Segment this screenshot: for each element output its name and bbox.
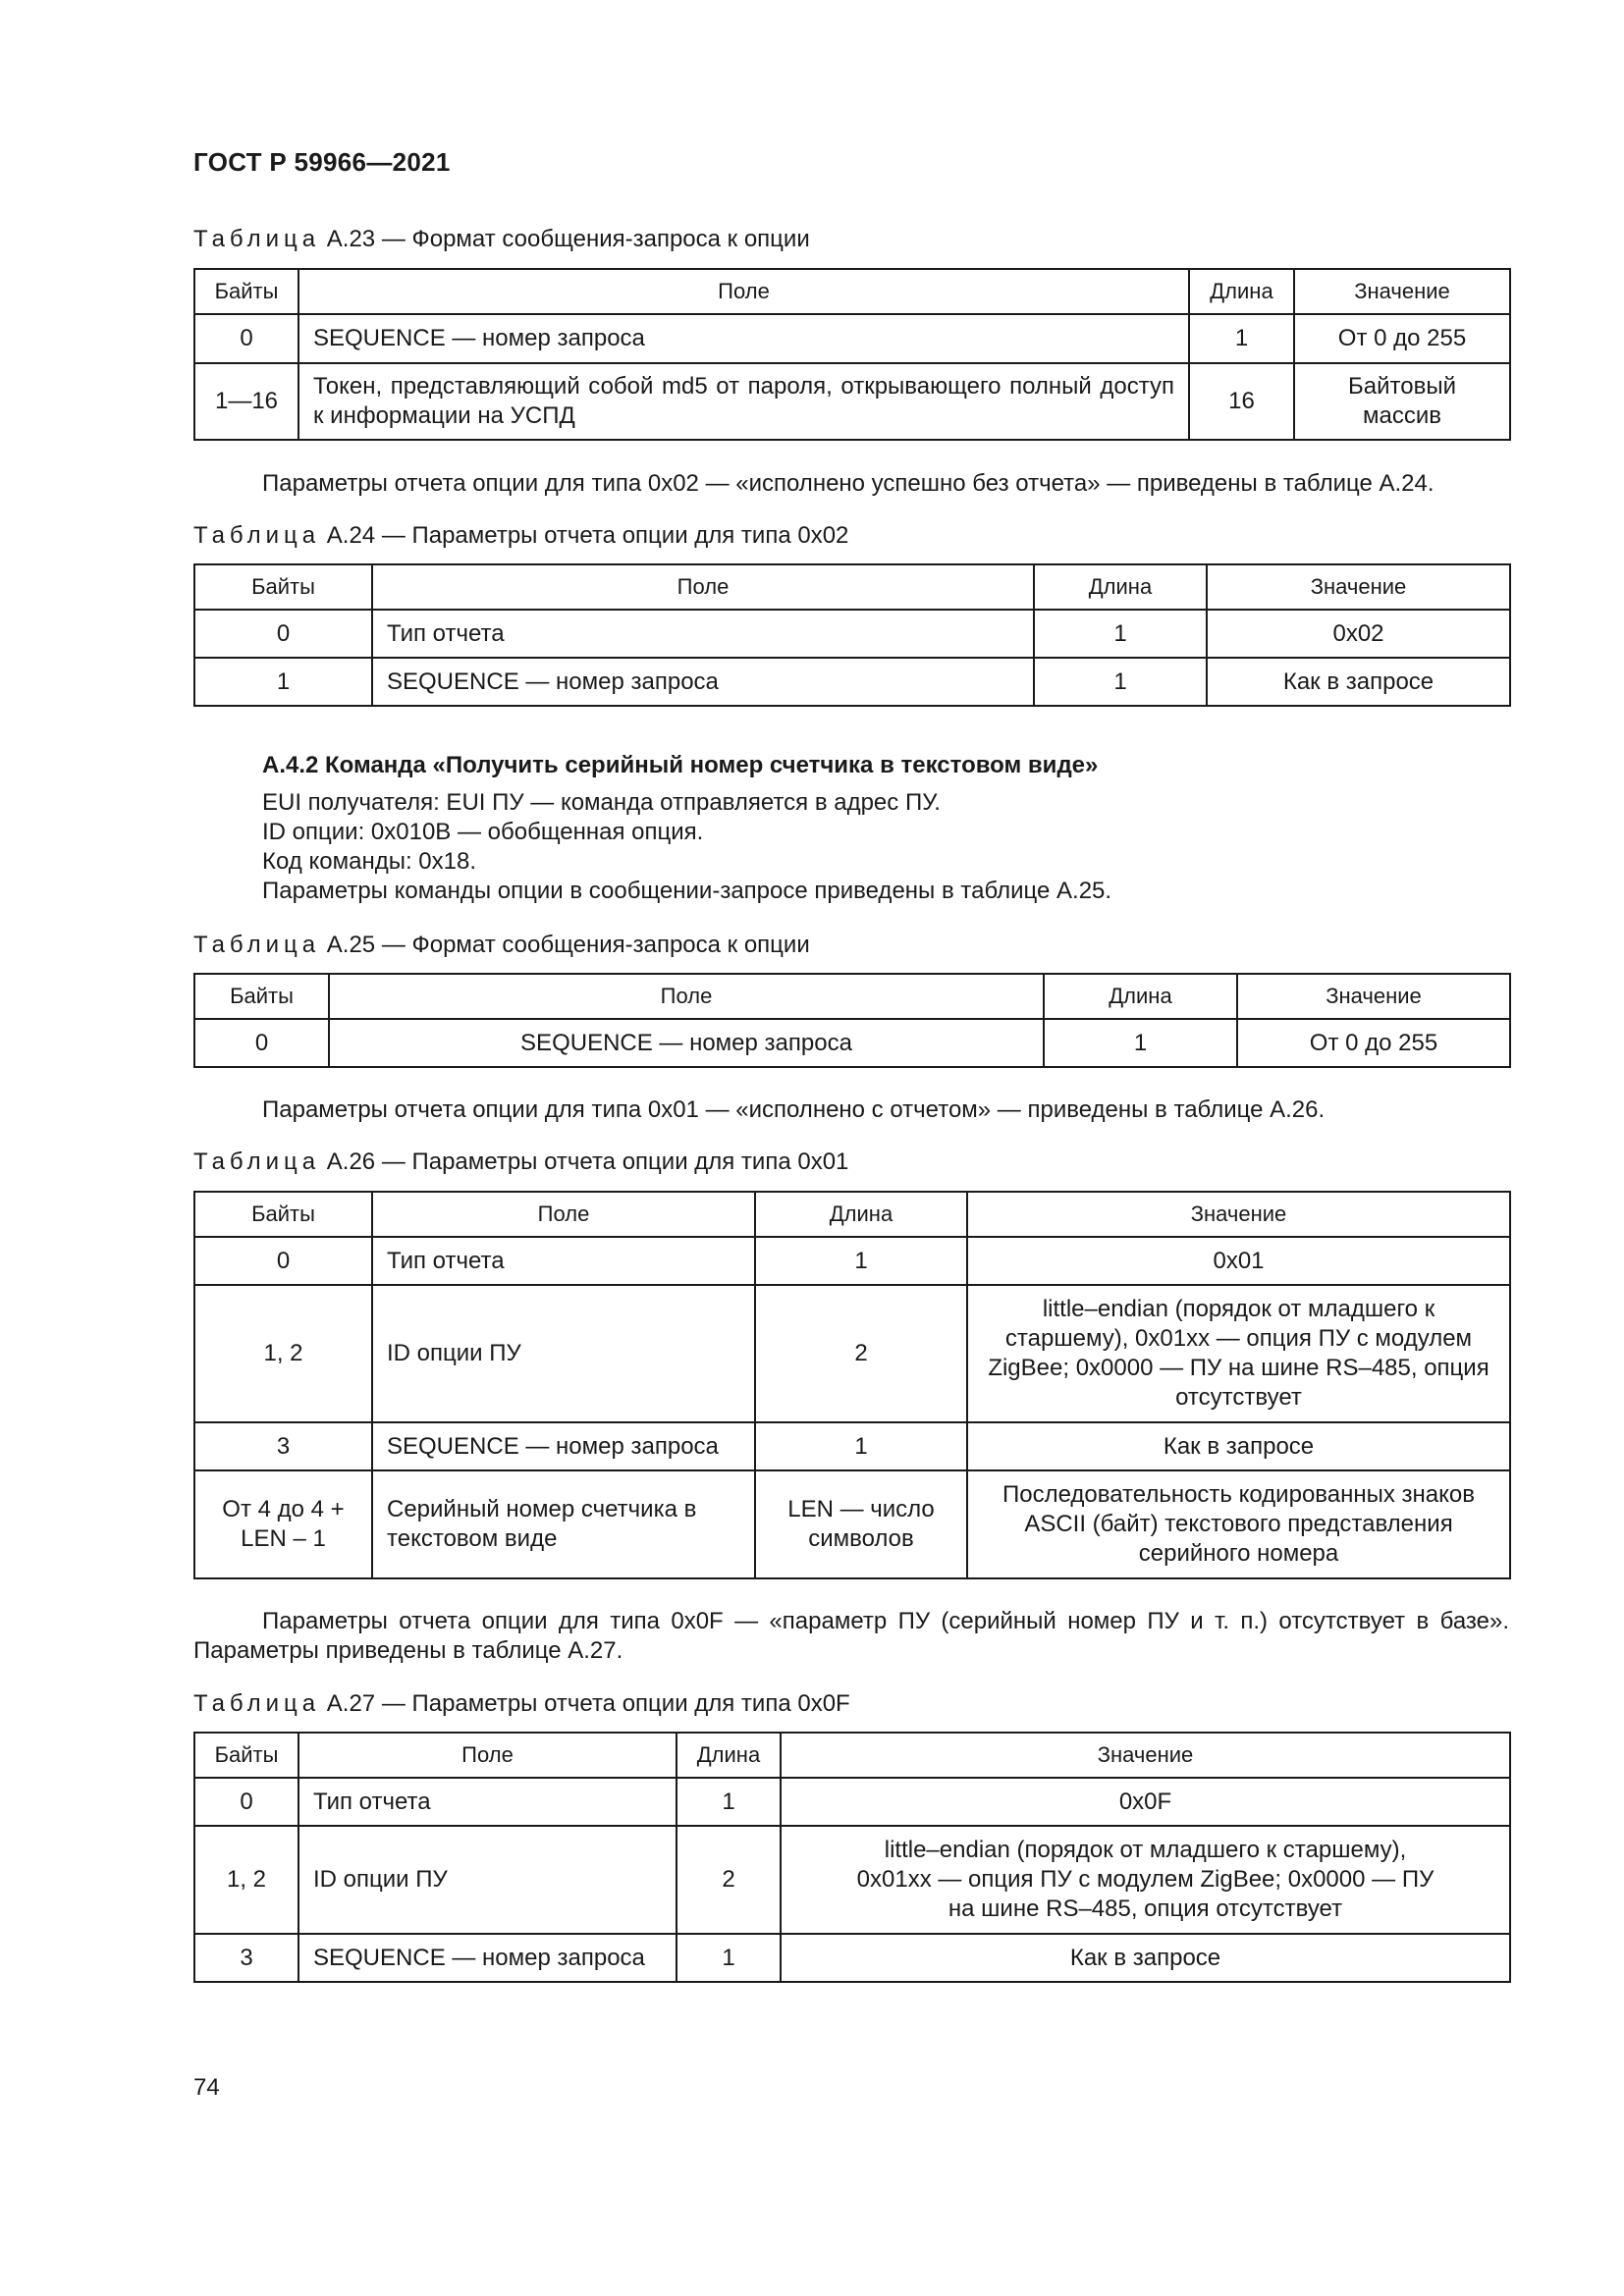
header-cell: Значение	[1207, 564, 1510, 610]
table-cell: 1, 2	[194, 1826, 298, 1934]
header-cell: Байты	[194, 1192, 372, 1237]
paragraph: Параметры отчета опции для типа 0x02 — «исполнено успешно без отчета» — приведены в таблице А.24.	[262, 470, 1435, 497]
header-cell: Поле	[329, 974, 1044, 1019]
table-cell: 0	[194, 610, 372, 658]
header-cell: Байты	[194, 564, 372, 610]
table-row	[194, 363, 1510, 440]
table-cell: 1	[1034, 658, 1207, 706]
table-header-row	[194, 269, 1510, 314]
table-cell: 1, 2	[194, 1285, 372, 1422]
header-cell: Длина	[755, 1192, 967, 1237]
table-a25-caption	[193, 932, 810, 959]
header-cell: Поле	[372, 564, 1034, 610]
table-cell: От 0 до 255	[1237, 1019, 1510, 1067]
table-cell: SEQUENCE — номер запроса	[372, 658, 1034, 706]
header-cell: Поле	[372, 1192, 755, 1237]
table-a23	[193, 268, 1511, 441]
table-cell: Как в запросе	[967, 1422, 1510, 1470]
table-row	[194, 1285, 1510, 1422]
header-cell: Байты	[194, 269, 298, 314]
table-a23-caption	[193, 226, 810, 253]
table-cell: 16	[1189, 363, 1294, 440]
page-number: 74	[193, 2074, 220, 2101]
table-row	[194, 1422, 1510, 1470]
document-header: ГОСТ Р 59966—2021	[193, 147, 451, 177]
table-row	[194, 1470, 1510, 1578]
table-cell: ID опции ПУ	[298, 1826, 677, 1934]
caption-text: А.24 — Параметры отчета опции для типа 0x02	[320, 522, 849, 549]
caption-prefix: Таблица	[193, 1148, 321, 1175]
table-cell: 1	[677, 1778, 781, 1826]
table-cell: Байтовый массив	[1294, 363, 1510, 440]
table-a26-caption	[193, 1148, 848, 1176]
table-cell: 0x0F	[781, 1778, 1510, 1826]
table-cell: 1	[1034, 610, 1207, 658]
paragraph: Параметры отчета опции для типа 0x01 — «исполнено с отчетом» — приведены в таблице А.26.	[262, 1096, 1326, 1123]
table-header-row	[194, 974, 1510, 1019]
table-row	[194, 1778, 1510, 1826]
table-cell: SEQUENCE — номер запроса	[298, 314, 1189, 363]
header-cell: Значение	[1237, 974, 1510, 1019]
caption-prefix: Таблица	[193, 932, 321, 958]
table-cell: 1	[1189, 314, 1294, 363]
table-cell: От 4 до 4 + LEN – 1	[194, 1470, 372, 1578]
table-cell: 0x02	[1207, 610, 1510, 658]
table-row	[194, 610, 1510, 658]
header-cell: Длина	[1044, 974, 1237, 1019]
section-title: А.4.2 Команда «Получить серийный номер счетчика в текстовом виде»	[262, 752, 1099, 778]
table-cell: Как в запросе	[781, 1934, 1510, 1982]
table-a24-caption	[193, 522, 848, 550]
table-row	[194, 1826, 1510, 1934]
caption-text: А.27 — Параметры отчета опции для типа 0x0F	[320, 1690, 850, 1717]
caption-text: А.23 — Формат сообщения-запроса к опции	[320, 226, 810, 252]
table-row	[194, 658, 1510, 706]
paragraph: Код команды: 0x18.	[262, 848, 476, 875]
header-cell: Поле	[298, 1733, 677, 1778]
table-cell: ID опции ПУ	[372, 1285, 755, 1422]
header-cell: Длина	[677, 1733, 781, 1778]
table-cell: 2	[677, 1826, 781, 1934]
header-cell: Поле	[298, 269, 1189, 314]
table-cell: 1	[755, 1422, 967, 1470]
table-row	[194, 314, 1510, 363]
table-cell: 1	[755, 1237, 967, 1285]
header-cell: Значение	[781, 1733, 1510, 1778]
table-cell: LEN — число символов	[755, 1470, 967, 1578]
table-row	[194, 1019, 1510, 1067]
paragraph: ID опции: 0x010B — обобщенная опция.	[262, 819, 704, 845]
table-header-row	[194, 564, 1510, 610]
paragraph: EUI получателя: EUI ПУ — команда отправляется в адрес ПУ.	[262, 789, 941, 816]
table-a27	[193, 1732, 1511, 1983]
header-cell: Значение	[1294, 269, 1510, 314]
header-cell: Длина	[1034, 564, 1207, 610]
caption-text: А.25 — Формат сообщения-запроса к опции	[320, 932, 810, 958]
table-cell: 0	[194, 314, 298, 363]
table-cell: Токен, представляющий собой md5 от пароля, открывающего полный доступ к информации на УСПД	[298, 363, 1189, 440]
table-header-row	[194, 1192, 1510, 1237]
table-cell: От 0 до 255	[1294, 314, 1510, 363]
table-cell: Тип отчета	[372, 610, 1034, 658]
table-cell: little–endian (порядок от младшего к старшему), 0x01xx — опция ПУ с модулем ZigBee; 0x0000 — ПУ на шине RS–485, опция отсутствует	[967, 1285, 1510, 1422]
caption-prefix: Таблица	[193, 522, 321, 549]
header-cell: Длина	[1189, 269, 1294, 314]
caption-prefix: Таблица	[193, 1690, 321, 1717]
table-cell: 1	[1044, 1019, 1237, 1067]
table-cell: 0	[194, 1778, 298, 1826]
table-cell: Тип отчета	[298, 1778, 677, 1826]
caption-text: А.26 — Параметры отчета опции для типа 0x01	[320, 1148, 849, 1175]
paragraph: Параметры команды опции в сообщении-запросе приведены в таблице А.25.	[262, 878, 1112, 904]
table-row	[194, 1237, 1510, 1285]
table-cell: little–endian (порядок от младшего к старшему), 0x01xx — опция ПУ с модулем ZigBee; 0x0000 — ПУ на шине RS–485, опция отсутствует	[781, 1826, 1510, 1934]
table-cell: 3	[194, 1422, 372, 1470]
table-cell: SEQUENCE — номер запроса	[298, 1934, 677, 1982]
table-cell: SEQUENCE — номер запроса	[372, 1422, 755, 1470]
table-a24	[193, 563, 1511, 707]
table-cell: Последовательность кодированных знаков ASCII (байт) текстового представления серийного номера	[967, 1470, 1510, 1578]
table-cell: 1—16	[194, 363, 298, 440]
table-cell: 0x01	[967, 1237, 1510, 1285]
header-cell: Значение	[967, 1192, 1510, 1237]
paragraph: Параметры отчета опции для типа 0x0F — «параметр ПУ (серийный номер ПУ и т. п.) отсутствует в базе». Параметры приведены в таблице А.27.	[193, 1608, 1509, 1664]
table-cell: 0	[194, 1019, 329, 1067]
table-a27-caption	[193, 1690, 850, 1718]
table-cell: Серийный номер счетчика в текстовом виде	[372, 1470, 755, 1578]
table-cell: 1	[194, 658, 372, 706]
header-cell: Байты	[194, 1733, 298, 1778]
table-cell: Тип отчета	[372, 1237, 755, 1285]
table-cell: 3	[194, 1934, 298, 1982]
table-cell: 0	[194, 1237, 372, 1285]
table-cell: 2	[755, 1285, 967, 1422]
table-cell: 1	[677, 1934, 781, 1982]
header-cell: Байты	[194, 974, 329, 1019]
table-header-row	[194, 1733, 1510, 1778]
table-cell: SEQUENCE — номер запроса	[329, 1019, 1044, 1067]
table-a25	[193, 973, 1511, 1068]
caption-prefix: Таблица	[193, 226, 321, 252]
table-row	[194, 1934, 1510, 1982]
table-a26	[193, 1191, 1511, 1579]
table-cell: Как в запросе	[1207, 658, 1510, 706]
